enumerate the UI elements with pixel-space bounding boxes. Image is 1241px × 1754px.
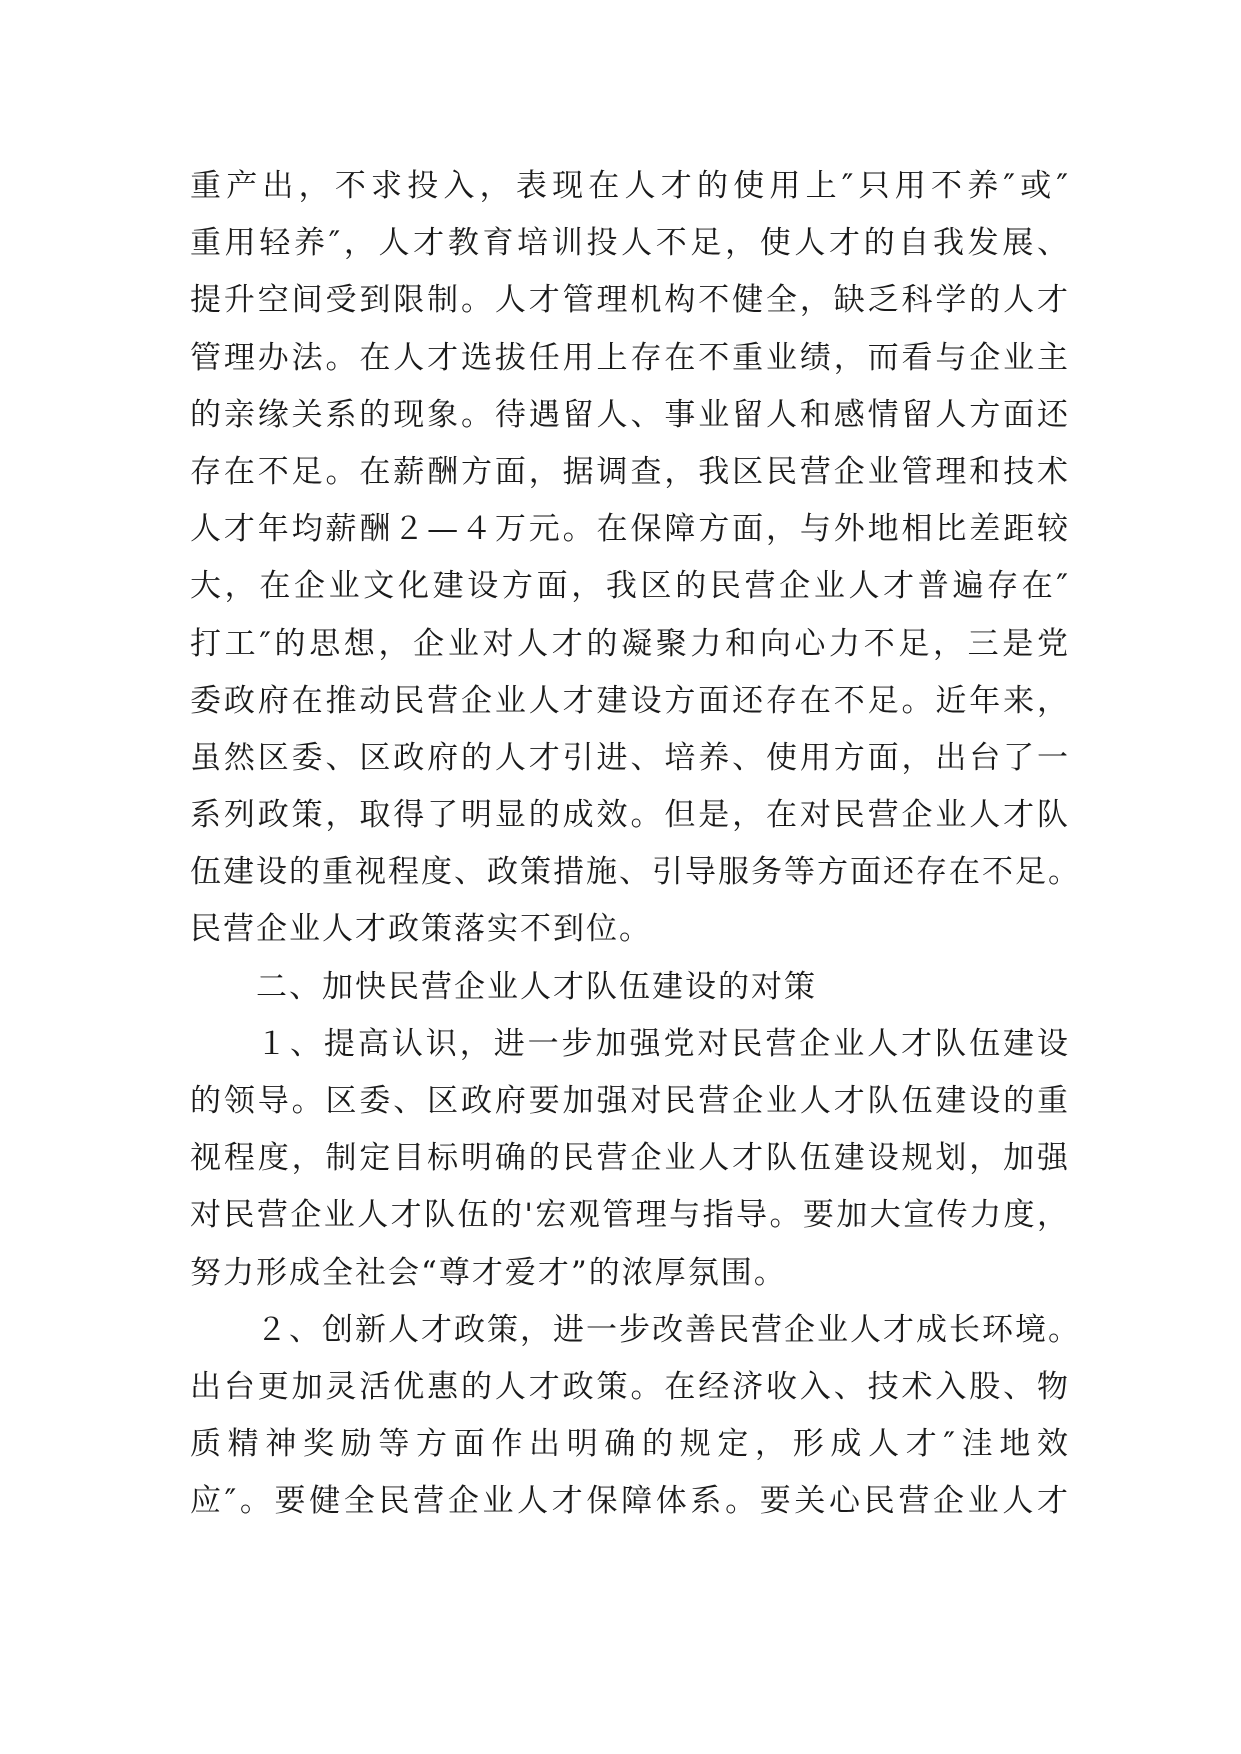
text-line: 努力形成全社会“尊才爱才”的浓厚氛围。 [190, 1254, 787, 1291]
body-text [190, 158, 1081, 1531]
text-line: 重产出，不求投入，表现在人才的使用上″只用不养″或″ [190, 168, 1070, 204]
text-line: 对民营企业人才队伍的'宏观管理与指导。要加大宣传力度， [190, 1197, 1070, 1234]
section-heading: 二、加快民营企业人才队伍建设的对策 [256, 968, 817, 1005]
text-line: 存在不足。在薪酬方面，据调查，我区民营企业管理和技术 [190, 453, 1070, 490]
text-line: 视程度，制定目标明确的民营企业人才队伍建设规划，加强 [190, 1140, 1070, 1177]
text-line: 民营企业人才政策落实不到位。 [190, 911, 652, 948]
text-line: 质精神奖励等方面作出明确的规定，形成人才″洼地效 [190, 1426, 1070, 1463]
text-line: 大，在企业文化建设方面，我区的民营企业人才普遍存在″ [190, 568, 1070, 605]
text-line: 应″。要健全民营企业人才保障体系。要关心民营企业人才 [190, 1483, 1070, 1520]
text-line: 管理办法。在人才选拔任用上存在不重业绩，而看与企业主 [190, 339, 1070, 376]
text-line: 系列政策，取得了明显的成效。但是，在对民营企业人才队 [190, 797, 1070, 834]
text-line: 提升空间受到限制。人才管理机构不健全，缺乏科学的人才 [190, 282, 1070, 319]
text-line: 人才年均薪酬２—４万元。在保障方面，与外地相比差距较 [190, 511, 1070, 548]
text-line: 的亲缘关系的现象。待遇留人、事业留人和感情留人方面还 [190, 396, 1070, 433]
text-line: ２、创新人才政策，进一步改善民营企业人才成长环境。 [256, 1311, 1081, 1348]
text-line: 伍建设的重视程度、政策措施、引导服务等方面还存在不足。 [190, 854, 1081, 891]
text-line: 重用轻养″，人才教育培训投人不足，使人才的自我发展、 [190, 225, 1070, 262]
text-line: 虽然区委、区政府的人才引进、培养、使用方面，出台了一 [190, 739, 1070, 776]
text-line: 委政府在推动民营企业人才建设方面还存在不足。近年来， [190, 682, 1070, 719]
text-line: 打工″的思想，企业对人才的凝聚力和向心力不足，三是党 [190, 625, 1070, 662]
text-line: １、提高认识，进一步加强党对民营企业人才队伍建设 [256, 1025, 1070, 1062]
text-line: 的领导。区委、区政府要加强对民营企业人才队伍建设的重 [190, 1083, 1070, 1119]
text-line: 出台更加灵活优惠的人才政策。在经济收入、技术入股、物 [190, 1368, 1070, 1405]
